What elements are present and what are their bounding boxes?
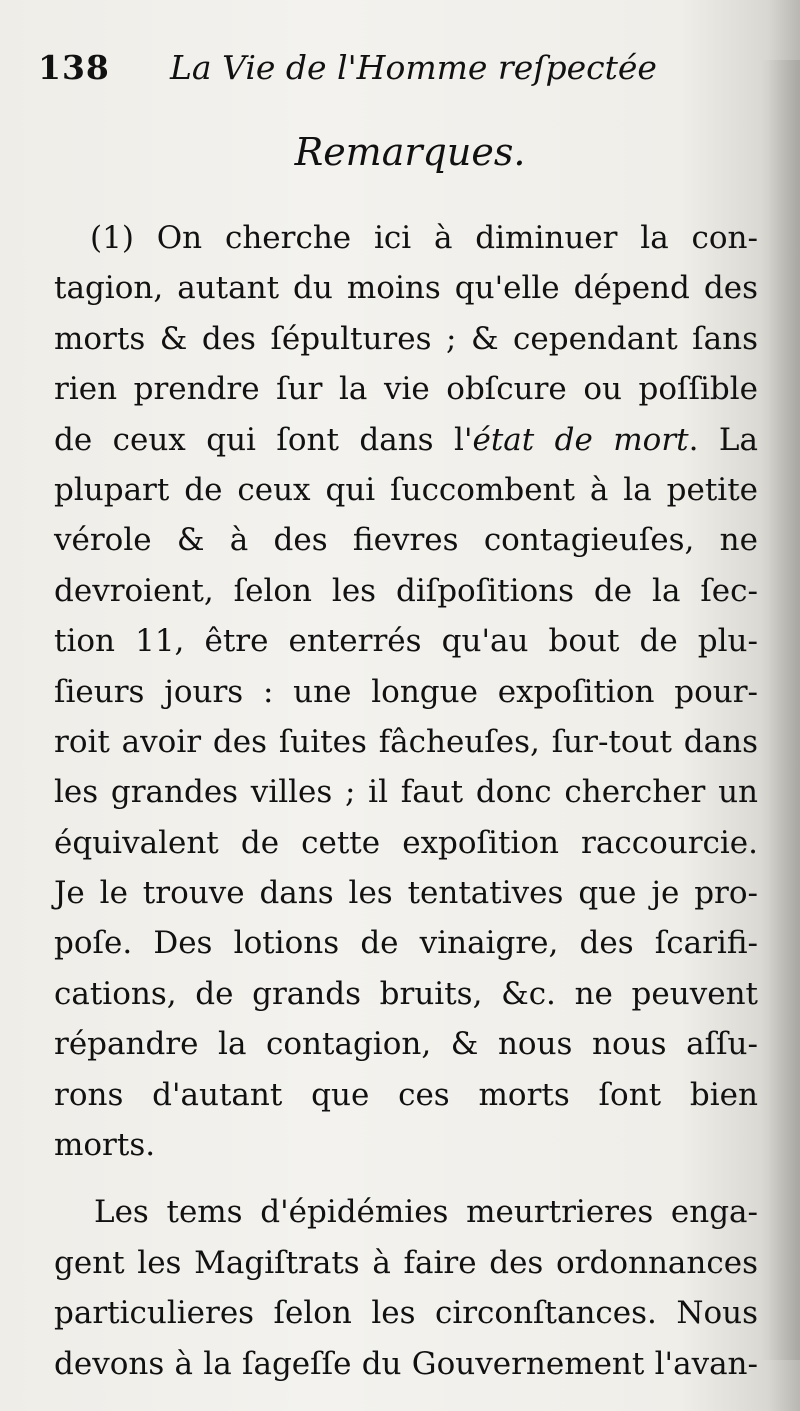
text-line: Les tems d'épidémies meurtrieres enga- xyxy=(94,1194,758,1231)
text-line: tion 11, être enterrés qu'au bout de plu- xyxy=(54,623,758,660)
text-line: plupart de ceux qui ſuccombent à la petite xyxy=(54,471,758,508)
text-line: roit avoir des ſuites fâcheuſes, ſur-tout dans xyxy=(54,723,758,760)
text-line: rons d'autant que ces morts ſont bien xyxy=(54,1076,758,1113)
text-line: poſe. Des lotions de vinaigre, des ſcarifi- xyxy=(54,925,758,962)
text-line: tagion, autant du moins qu'elle dépend des xyxy=(54,270,758,307)
text-line: gent les Magiſtrats à faire des ordonnances xyxy=(54,1244,758,1281)
text-line: rien prendre ſur la vie obſcure ou poſſible xyxy=(54,371,758,408)
text-line: morts. xyxy=(54,1127,156,1164)
text-line: vérole & à des fievres contagieuſes, ne xyxy=(54,522,758,559)
page-gutter-shadow xyxy=(760,60,800,1360)
text-line: les grandes villes ; il faut donc chercher un xyxy=(54,774,758,811)
text-line: particulieres ſelon les circonſtances. Nous xyxy=(54,1295,758,1332)
text-line: morts & des ſépultures ; & cependant ſans xyxy=(54,320,758,357)
text-line: cations, de grands bruits, &c. ne peuvent xyxy=(54,975,758,1012)
text-line-part: de ceux qui ſont dans l'état de mort. La xyxy=(54,421,758,458)
page-header xyxy=(38,44,760,94)
section-title: Remarques. xyxy=(294,130,526,174)
text-line: devroient, ſelon les diſpoſitions de la ſec- xyxy=(54,572,758,609)
text-line: répandre la contagion, & nous nous aſſu- xyxy=(54,1026,758,1063)
text-line: ſieurs jours : une longue expoſition pour- xyxy=(54,673,758,710)
text-line: équivalent de cette expoſition raccourcie. xyxy=(54,824,758,861)
text-line: (1) On cherche ici à diminuer la con- xyxy=(90,220,758,256)
body-text xyxy=(54,213,758,1389)
text-line-with-italic xyxy=(54,415,758,465)
text-line: devons à la ſageſſe du Gouvernement l'avan- xyxy=(54,1345,758,1382)
page-number: 138 xyxy=(38,48,110,87)
running-head: La Vie de l'Homme reſpectée xyxy=(170,48,657,87)
text-line: Je le trouve dans les tentatives que je pro- xyxy=(54,875,758,912)
